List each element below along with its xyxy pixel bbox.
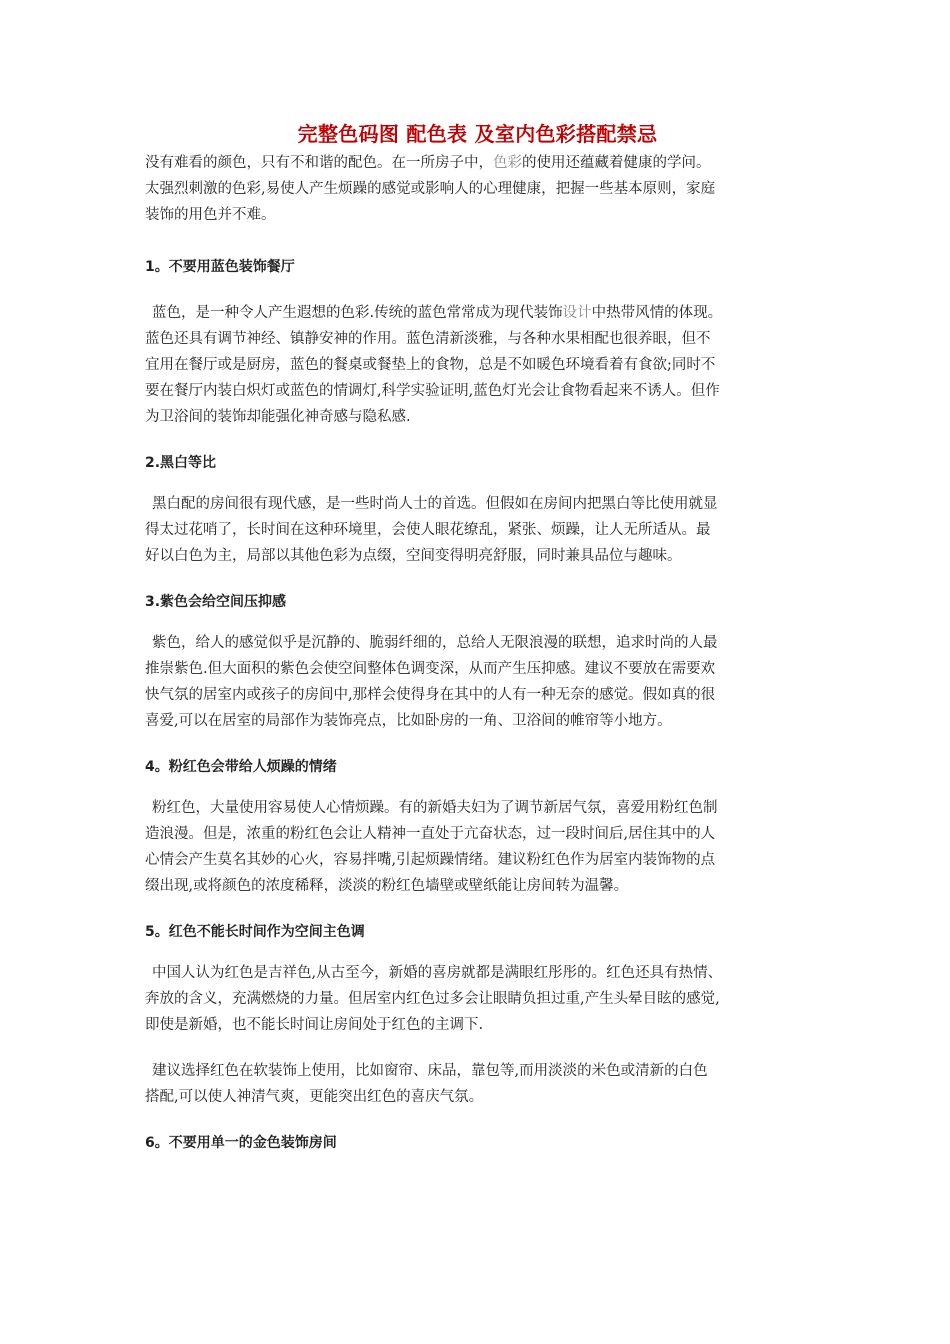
section-body-1 [145,300,810,430]
intro-link[interactable]: 色彩 [493,155,522,171]
intro-text-start: 没有难看的颜色，只有不和谐的配色。在一所房子中， [145,155,493,171]
document-body [145,118,810,1156]
section-1-link[interactable]: 设计 [562,305,592,321]
section-heading-2: 2.黑白等比 [145,455,217,471]
section-1-text-start: 蓝色，是一种令人产生遐想的色彩.传统的蓝色常常成为现代装饰 [152,305,563,321]
section-heading-5: 5。红色不能长时间作为空间主色调 [145,924,365,940]
section-1-text-end: 中热带风情的体现。 蓝色还具有调节神经、镇静安神的作用。蓝色清新淡雅，与各种水果相配也很养眼，但不 宜用在餐厅或是厨房，蓝色的餐桌或餐垫上的食物，总是不如暖色环境看着有食欲;同时不 要在餐厅内装白炽灯或蓝色的情调灯,科学实验证明,蓝色灯光会让食物看起来不诱人。但作 为卫浴间的装饰却能强化神奇感与隐私感. [145,305,723,425]
section-body-5: 中国人认为红色是吉祥色,从古至今，新婚的喜房就都是满眼红彤彤的。红色还具有热情、 奔放的含义，充满燃烧的力量。但居室内红色过多会让眼睛负担过重,产生头晕目眩的感觉, 即使是新婚，也不能长时间让房间处于红色的主调下. [145,965,723,1033]
section-body-3: 紫色，给人的感觉似乎是沉静的、脆弱纤细的，总给人无限浪漫的联想，追求时尚的人最 推崇紫色.但大面积的紫色会使空间整体色调变深，从而产生压抑感。建议不要放在需要欢 快气氛的居室内或孩子的房间中,那样会使得身在其中的人有一种无奈的感觉。假如真的很 喜爱,可以在居室的局部作为装饰亮点，比如卧房的一角、卫浴间的帷帘等小地方。 [145,635,718,729]
intro-text-end: 的使用还蕴藏着健康的学问。 太强烈刺激的色彩,易使人产生烦躁的感觉或影响人的心理健康，把握一些基本原则，家庭 装饰的用色并不难。 [145,155,716,223]
intro-paragraph [145,150,810,228]
section-body-5b: 建议选择红色在软装饰上使用，比如窗帘、床品，靠包等,而用淡淡的米色或清新的白色 搭配,可以使人神清气爽，更能突出红色的喜庆气氛。 [145,1063,708,1105]
section-heading-3: 3.紫色会给空间压抑感 [145,594,287,610]
section-body-4: 粉红色，大量使用容易使人心情烦躁。有的新婚夫妇为了调节新居气氛，喜爱用粉红色制 造浪漫。但是，浓重的粉红色会让人精神一直处于亢奋状态，过一段时间后,居住其中的人 心情会产生莫名其妙的心火，容易拌嘴,引起烦躁情绪。建议粉红色作为居室内装饰物的点 缀出现,或将颜色的浓度稀释，淡淡的粉红色墙壁或壁纸能让房间转为温馨。 [145,800,718,894]
section-heading-1: 1。不要用蓝色装饰餐厅 [145,259,295,275]
section-heading-4: 4。粉红色会带给人烦躁的情绪 [145,759,337,775]
section-heading-6: 6。不要用单一的金色装饰房间 [145,1135,337,1151]
document-title: 完整色码图 配色表 及室内色彩搭配禁忌 [297,122,658,146]
section-body-2: 黑白配的房间很有现代感，是一些时尚人士的首选。但假如在房间内把黑白等比使用就显 得太过花哨了，长时间在这种环境里，会使人眼花缭乱，紧张、烦躁，让人无所适从。最 好以白色为主，局部以其他色彩为点缀，空间变得明亮舒服，同时兼具品位与趣味。 [145,496,718,564]
